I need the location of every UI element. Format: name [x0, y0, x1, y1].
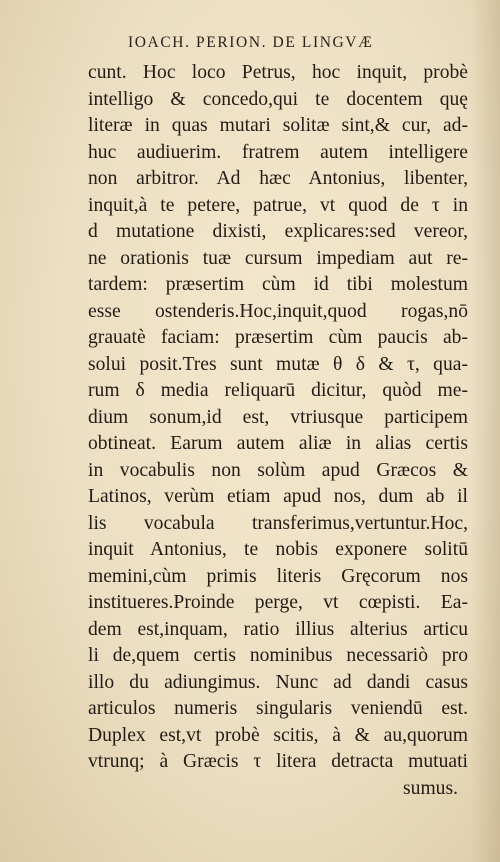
- text-line: memini,cùm primis literis Gręcorum nos: [88, 565, 468, 587]
- text-line: in vocabulis non solùm apud Græcos &: [88, 459, 468, 481]
- text-line: institueres.Proinde perge, vt cœpisti. Ea-: [88, 592, 468, 613]
- text-line: inquit,à te petere, patrue, vt quod de τ in: [88, 194, 468, 216]
- text-line: dem est,inquam, ratio illius alterius articu: [88, 618, 468, 640]
- text-line: dium sonum,id est, vtriusque participem: [88, 406, 468, 428]
- text-line: grauatè faciam: præsertim cùm paucis ab-: [88, 327, 468, 348]
- text-line: inquit Antonius, te nobis exponere solitū: [88, 539, 468, 560]
- page-edge-shadow: [470, 0, 500, 862]
- text-line: sumus.: [403, 777, 458, 799]
- text-line: lis vocabula transferimus,vertuntur.Hoc,: [88, 512, 468, 534]
- text-line: articulos numeris singularis veniendū est.: [88, 698, 468, 719]
- text-line: huc audiuerim. fratrem autem intelligere: [88, 141, 468, 163]
- text-line: cunt. Hoc loco Petrus, hoc inquit, probè: [88, 62, 468, 83]
- text-line: solui posit.Tres sunt mutæ θ δ & τ, qua-: [88, 353, 468, 375]
- text-line: non arbitror. Ad hæc Antonius, libenter,: [88, 168, 468, 189]
- text-line: literæ in quas mutari solitæ sint,& cur, ad-: [88, 115, 468, 136]
- text-line: d mutatione dixisti, explicares:sed vereor,: [88, 221, 468, 242]
- text-line: vtrunq; à Græcis τ litera detracta mutuati: [88, 751, 468, 772]
- text-line: intelligo & concedo,qui te docentem quę: [88, 88, 468, 110]
- text-line: ne orationis tuæ cursum impediam aut re-: [88, 247, 468, 269]
- text-line: tardem: præsertim cùm id tibi molestum: [88, 274, 468, 295]
- text-line: illo du adiungimus. Nunc ad dandi casus: [88, 671, 468, 693]
- running-head: IOACH. PERION. DE LINGVÆ: [128, 34, 374, 51]
- text-line: esse ostenderis.Hoc,inquit,quod rogas,nō: [88, 300, 468, 322]
- text-line: Latinos, verùm etiam apud nos, dum ab il: [88, 486, 468, 507]
- body-text: [88, 60, 468, 802]
- text-line: rum δ media reliquarū dicitur, quòd me-: [88, 380, 468, 401]
- text-line: li de,quem certis nominibus necessariò pro: [88, 645, 468, 666]
- text-line: obtineat. Earum autem aliæ in alias certis: [88, 433, 468, 454]
- text-line: Duplex est,vt probè scitis, à & au,quorum: [88, 724, 468, 746]
